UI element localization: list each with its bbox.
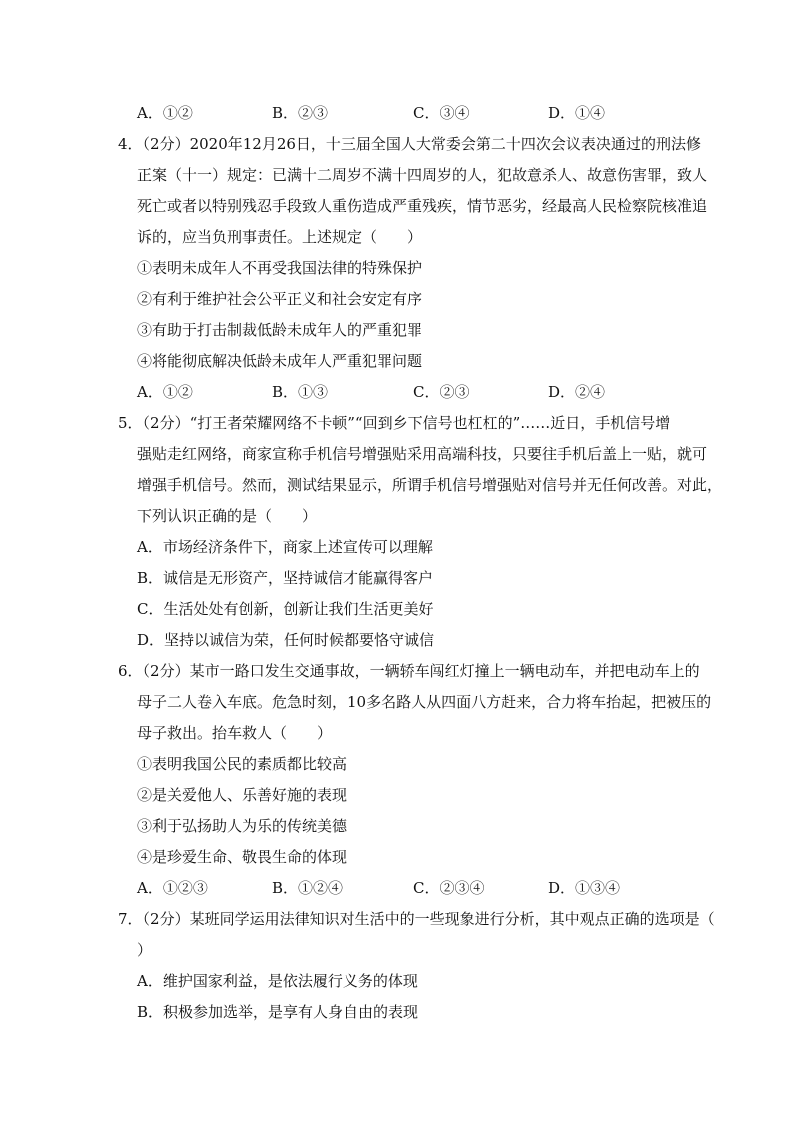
q4-option-d: D．②④: [548, 383, 606, 401]
q4-stem-line-2: 正案（十一）规定：已满十二周岁不满十四周岁的人，犯故意杀人、故意伤害罪，致人: [137, 166, 708, 184]
q4-statement-4: ④将能彻底解决低龄未成年人严重犯罪问题: [137, 352, 423, 370]
q6-option-a: A．①②③: [137, 879, 208, 897]
q5-option-b: B．诚信是无形资产，坚持诚信才能赢得客户: [137, 569, 434, 587]
q3-option-b: B．②③: [272, 104, 329, 122]
q6-statement-2: ②是关爱他人、乐善好施的表现: [137, 786, 348, 804]
q6-stem-line-1: 6．（2分）某市一路口发生交通事故，一辆轿车闯红灯撞上一辆电动车，并把电动车上的: [118, 662, 700, 680]
q3-option-c: C．③④: [413, 104, 470, 122]
q5-stem-line-2: 强贴走红网络，商家宣称手机信号增强贴采用高端科技，只要往手机后盖上一贴，就可: [137, 445, 708, 463]
q7-option-b: B．积极参加选举，是享有人身自由的表现: [137, 1003, 419, 1021]
q7-option-a: A．维护国家利益，是依法履行义务的体现: [137, 972, 418, 990]
q5-stem-line-4: 下列认识正确的是（ ）: [137, 507, 318, 525]
q6-option-d: D．①③④: [548, 879, 621, 897]
q6-statement-4: ④是珍爱生命、敬畏生命的体现: [137, 848, 348, 866]
q5-stem-line-3: 增强手机信号。然而，测试结果显示，所谓手机信号增强贴对信号并无任何改善。对此，: [137, 476, 723, 494]
q4-option-a: A．①②: [137, 383, 193, 401]
q5-option-a: A．市场经济条件下，商家上述宣传可以理解: [137, 538, 433, 556]
q5-stem-line-1: 5．（2分）“打王者荣耀网络不卡顿”“回到乡下信号也杠杠的”……近日，手机信号增: [118, 414, 671, 432]
q4-statement-3: ③有助于打击制裁低龄未成年人的严重犯罪: [137, 321, 423, 339]
q5-option-c: C．生活处处有创新，创新让我们生活更美好: [137, 600, 434, 618]
q6-statement-1: ①表明我国公民的素质都比较高: [137, 755, 348, 773]
q6-stem-line-2: 母子二人卷入车底。危急时刻，10多名路人从四面八方赶来，合力将车抬起，把被压的: [137, 693, 712, 711]
q7-stem-line-2: ）: [137, 941, 153, 959]
q4-option-b: B．①③: [272, 383, 329, 401]
q6-option-b: B．①②④: [272, 879, 344, 897]
q4-statement-1: ①表明未成年人不再受我国法律的特殊保护: [137, 259, 423, 277]
q6-stem-line-3: 母子救出。抬车救人（ ）: [137, 724, 333, 742]
q6-option-c: C．②③④: [413, 879, 485, 897]
q4-statement-2: ②有利于维护社会公平正义和社会安定有序: [137, 290, 423, 308]
q4-stem-line-4: 诉的，应当负刑事责任。上述规定（ ）: [137, 228, 423, 246]
q4-option-c: C．②③: [413, 383, 470, 401]
q3-option-d: D．①④: [548, 104, 606, 122]
q4-stem-line-3: 死亡或者以特别残忍手段致人重伤造成严重残疾，情节恶劣，经最高人民检察院核准追: [137, 197, 708, 215]
q6-statement-3: ③利于弘扬助人为乐的传统美德: [137, 817, 348, 835]
q3-option-a: A．①②: [137, 104, 193, 122]
q7-stem-line-1: 7．（2分）某班同学运用法律知识对生活中的一些现象进行分析，其中观点正确的选项是（: [118, 910, 715, 928]
q5-option-d: D．坚持以诚信为荣，任何时候都要恪守诚信: [137, 631, 435, 649]
q4-stem-line-1: 4．（2分）2020年12月26日，十三届全国人大常委会第二十四次会议表决通过的刑法修: [118, 135, 701, 153]
